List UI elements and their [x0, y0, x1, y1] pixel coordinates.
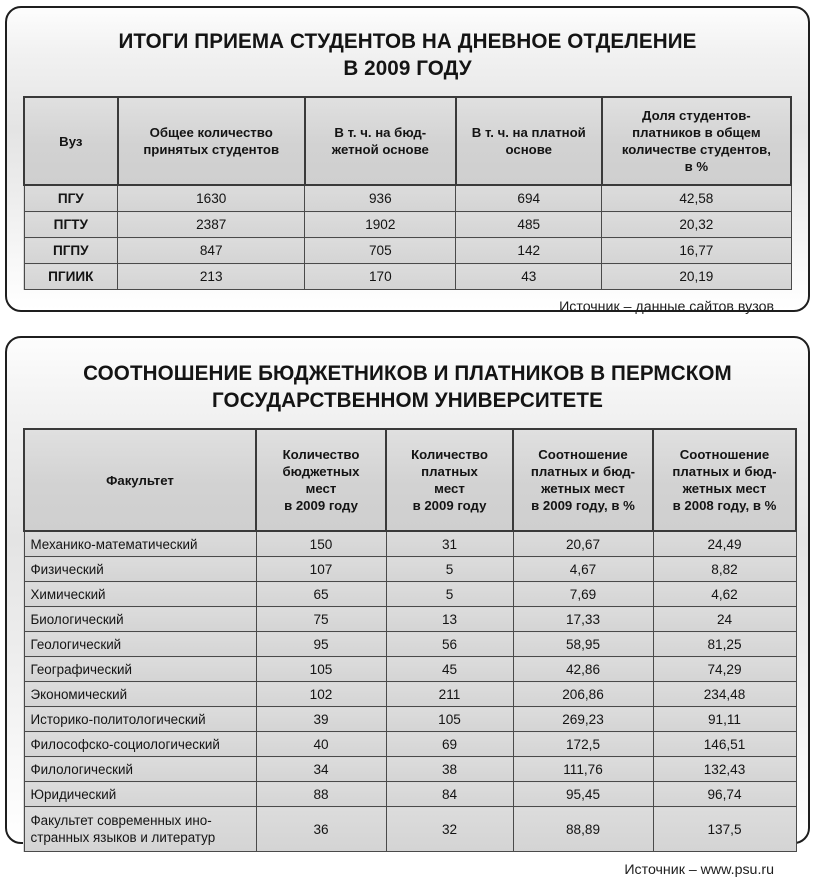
- cell-budget-places: 95: [256, 632, 386, 657]
- table-1-col-budget: [305, 97, 456, 185]
- cell-budget-places: 107: [256, 557, 386, 582]
- cell-faculty: Физический: [24, 557, 256, 582]
- cell-paid-places: 13: [386, 607, 513, 632]
- table-1-body: [24, 185, 791, 290]
- cell-ratio-2009: 206,86: [513, 682, 653, 707]
- cell-ratio-2008: 91,11: [653, 707, 796, 732]
- hdr-text: жетных мест: [541, 481, 625, 496]
- table-1-col-share: [602, 97, 791, 185]
- cell-paid: 694: [456, 185, 602, 212]
- hdr-text: в 2008 году, в %: [672, 498, 777, 513]
- cell-faculty: Философско-социологический: [24, 732, 256, 757]
- cell-ratio-2008: 8,82: [653, 557, 796, 582]
- cell-budget: 1902: [305, 212, 456, 238]
- cell-faculty: Филологический: [24, 757, 256, 782]
- hdr-text: жетных мест: [682, 481, 767, 496]
- table-2-header-row: [24, 429, 796, 531]
- hdr-text: Соотношение: [679, 447, 770, 462]
- cell-share: 20,19: [602, 264, 791, 290]
- cell-faculty: Экономический: [24, 682, 256, 707]
- table-row: [24, 557, 796, 582]
- table-row: [24, 264, 791, 290]
- table-2-col-ratio-2009: [513, 429, 653, 531]
- table-2-col-faculty: [24, 429, 256, 531]
- cell-faculty: Историко-политологический: [24, 707, 256, 732]
- hdr-text: Количество: [282, 447, 360, 462]
- hdr-text: Факультет: [106, 472, 174, 488]
- cell-budget-places: 102: [256, 682, 386, 707]
- cell-budget-places: 88: [256, 782, 386, 807]
- cell-ratio-2009: 111,76: [513, 757, 653, 782]
- hdr-text: количестве студентов,: [621, 142, 771, 157]
- hdr-text: Количество: [411, 447, 488, 462]
- hdr-text: в 2009 году, в %: [531, 498, 635, 513]
- hdr-text: В т. ч. на платной: [471, 125, 586, 140]
- cell-faculty: Механико-математический: [24, 531, 256, 557]
- cell-ratio-2009: 95,45: [513, 782, 653, 807]
- hdr-text: в 2009 году: [412, 498, 487, 513]
- faculty-ratio-table: [23, 428, 797, 852]
- table-2-body: [24, 531, 796, 852]
- cell-share: 16,77: [602, 238, 791, 264]
- cell-budget-places: 105: [256, 657, 386, 682]
- cell-faculty: Химический: [24, 582, 256, 607]
- table-row: [24, 185, 791, 212]
- cell-ratio-2009: 17,33: [513, 607, 653, 632]
- card-1-source: Источник – данные сайтов вузов: [559, 299, 774, 315]
- hdr-text: Общее количество: [149, 125, 273, 140]
- hdr-text: мест: [434, 481, 465, 496]
- cell-ratio-2009: 172,5: [513, 732, 653, 757]
- cell-budget-places: 39: [256, 707, 386, 732]
- cell-ratio-2008: 146,51: [653, 732, 796, 757]
- card-2-source: Источник – www.psu.ru: [624, 862, 774, 878]
- hdr-text: Вуз: [59, 133, 83, 149]
- table-2-col-budget-places: [256, 429, 386, 531]
- hdr-text: мест: [305, 481, 337, 496]
- table-row: [24, 682, 796, 707]
- table-row: [24, 732, 796, 757]
- cell-ratio-2008: 24,49: [653, 531, 796, 557]
- cell-paid-places: 45: [386, 657, 513, 682]
- cell-ratio-2009: 42,86: [513, 657, 653, 682]
- hdr-text: платников в общем: [632, 125, 761, 140]
- card-1-title-line-2: В 2009 ГОДУ: [343, 56, 472, 80]
- hdr-text: платных: [421, 464, 478, 479]
- cell-paid-places: 31: [386, 531, 513, 557]
- cell-ratio-2009: 4,67: [513, 557, 653, 582]
- cell-vuz: ПГУ: [24, 185, 118, 212]
- table-row: [24, 757, 796, 782]
- cell-budget: 705: [305, 238, 456, 264]
- cell-total: 213: [118, 264, 305, 290]
- cell-budget-places: 150: [256, 531, 386, 557]
- table-row: [24, 531, 796, 557]
- cell-ratio-2009: 7,69: [513, 582, 653, 607]
- cell-ratio-2009: 58,95: [513, 632, 653, 657]
- table-2-col-ratio-2008: [653, 429, 796, 531]
- cell-ratio-2008: 74,29: [653, 657, 796, 682]
- cell-paid-places: 105: [386, 707, 513, 732]
- cell-ratio-2009: 88,89: [513, 807, 653, 852]
- budget-paid-ratio-card: [5, 336, 810, 878]
- cell-paid-places: 5: [386, 582, 513, 607]
- table-1-col-total: [118, 97, 305, 185]
- cell-budget: 936: [305, 185, 456, 212]
- cell-paid-places: 38: [386, 757, 513, 782]
- table-row: [24, 657, 796, 682]
- cell-ratio-2008: 234,48: [653, 682, 796, 707]
- cell-ratio-2008: 137,5: [653, 807, 796, 852]
- cell-faculty: Юридический: [24, 782, 256, 807]
- cell-faculty: Биологический: [24, 607, 256, 632]
- cell-ratio-2009: 20,67: [513, 531, 653, 557]
- cell-budget-places: 36: [256, 807, 386, 852]
- card-1-title: [60, 28, 756, 82]
- cell-ratio-2008: 96,74: [653, 782, 796, 807]
- table-row: [24, 782, 796, 807]
- table-row: [24, 632, 796, 657]
- hdr-text: Доля студентов-: [642, 108, 751, 123]
- admission-results-card: [5, 6, 810, 315]
- cell-ratio-2008: 4,62: [653, 582, 796, 607]
- hdr-text: бюджетных: [282, 464, 360, 479]
- hdr-text: платных и бюд-: [672, 464, 777, 479]
- admission-results-table: [23, 96, 792, 290]
- table-row: [24, 807, 796, 852]
- cell-faculty: Географический: [24, 657, 256, 682]
- cell-paid-places: 5: [386, 557, 513, 582]
- table-row: [24, 582, 796, 607]
- cell-paid-places: 69: [386, 732, 513, 757]
- cell-share: 20,32: [602, 212, 791, 238]
- table-1-col-vuz: [24, 97, 118, 185]
- table-row: [24, 212, 791, 238]
- hdr-text: В т. ч. на бюд-: [334, 125, 427, 140]
- card-1-title-line-1: ИТОГИ ПРИЕМА СТУДЕНТОВ НА ДНЕВНОЕ ОТДЕЛЕНИЕ: [118, 29, 697, 53]
- cell-budget: 170: [305, 264, 456, 290]
- hdr-text: в 2009 году: [284, 498, 358, 513]
- card-2-body: [7, 338, 808, 878]
- table-row: [24, 238, 791, 264]
- card-2-title-line-2: ГОСУДАРСТВЕННОМ УНИВЕРСИТЕТЕ: [212, 388, 603, 412]
- cell-paid: 485: [456, 212, 602, 238]
- cell-ratio-2008: 132,43: [653, 757, 796, 782]
- cell-vuz: ПГПУ: [24, 238, 118, 264]
- cell-total: 2387: [118, 212, 305, 238]
- cell-paid-places: 56: [386, 632, 513, 657]
- cell-faculty: Факультет современных ино- странных языков и литератур: [24, 807, 256, 852]
- cell-faculty: Геологический: [24, 632, 256, 657]
- cell-paid: 142: [456, 238, 602, 264]
- hdr-text: основе: [505, 142, 553, 157]
- hdr-text: Соотношение: [538, 447, 628, 462]
- hdr-text: в %: [684, 159, 709, 174]
- table-1-header-row: [24, 97, 791, 185]
- table-row: [24, 707, 796, 732]
- cell-budget-places: 40: [256, 732, 386, 757]
- cell-vuz: ПГТУ: [24, 212, 118, 238]
- table-1-head: [24, 97, 791, 185]
- cell-ratio-2009: 269,23: [513, 707, 653, 732]
- table-1-col-paid: [456, 97, 602, 185]
- table-row: [24, 607, 796, 632]
- cell-budget-places: 65: [256, 582, 386, 607]
- cell-share: 42,58: [602, 185, 791, 212]
- cell-budget-places: 34: [256, 757, 386, 782]
- cell-vuz: ПГИИК: [24, 264, 118, 290]
- card-2-title-line-1: СООТНОШЕНИЕ БЮДЖЕТНИКОВ И ПЛАТНИКОВ В ПЕРМСКОМ: [83, 361, 732, 385]
- cell-paid-places: 211: [386, 682, 513, 707]
- card-2-title: [48, 360, 767, 414]
- cell-ratio-2008: 24: [653, 607, 796, 632]
- cell-paid-places: 84: [386, 782, 513, 807]
- hdr-text: платных и бюд-: [530, 464, 636, 479]
- table-2-col-paid-places: [386, 429, 513, 531]
- cell-total: 847: [118, 238, 305, 264]
- cell-total: 1630: [118, 185, 305, 212]
- cell-paid: 43: [456, 264, 602, 290]
- card-1-body: [7, 8, 808, 315]
- table-2-head: [24, 429, 796, 531]
- hdr-text: жетной основе: [331, 142, 429, 157]
- cell-paid-places: 32: [386, 807, 513, 852]
- cell-ratio-2008: 81,25: [653, 632, 796, 657]
- cell-budget-places: 75: [256, 607, 386, 632]
- hdr-text: принятых студентов: [143, 142, 280, 157]
